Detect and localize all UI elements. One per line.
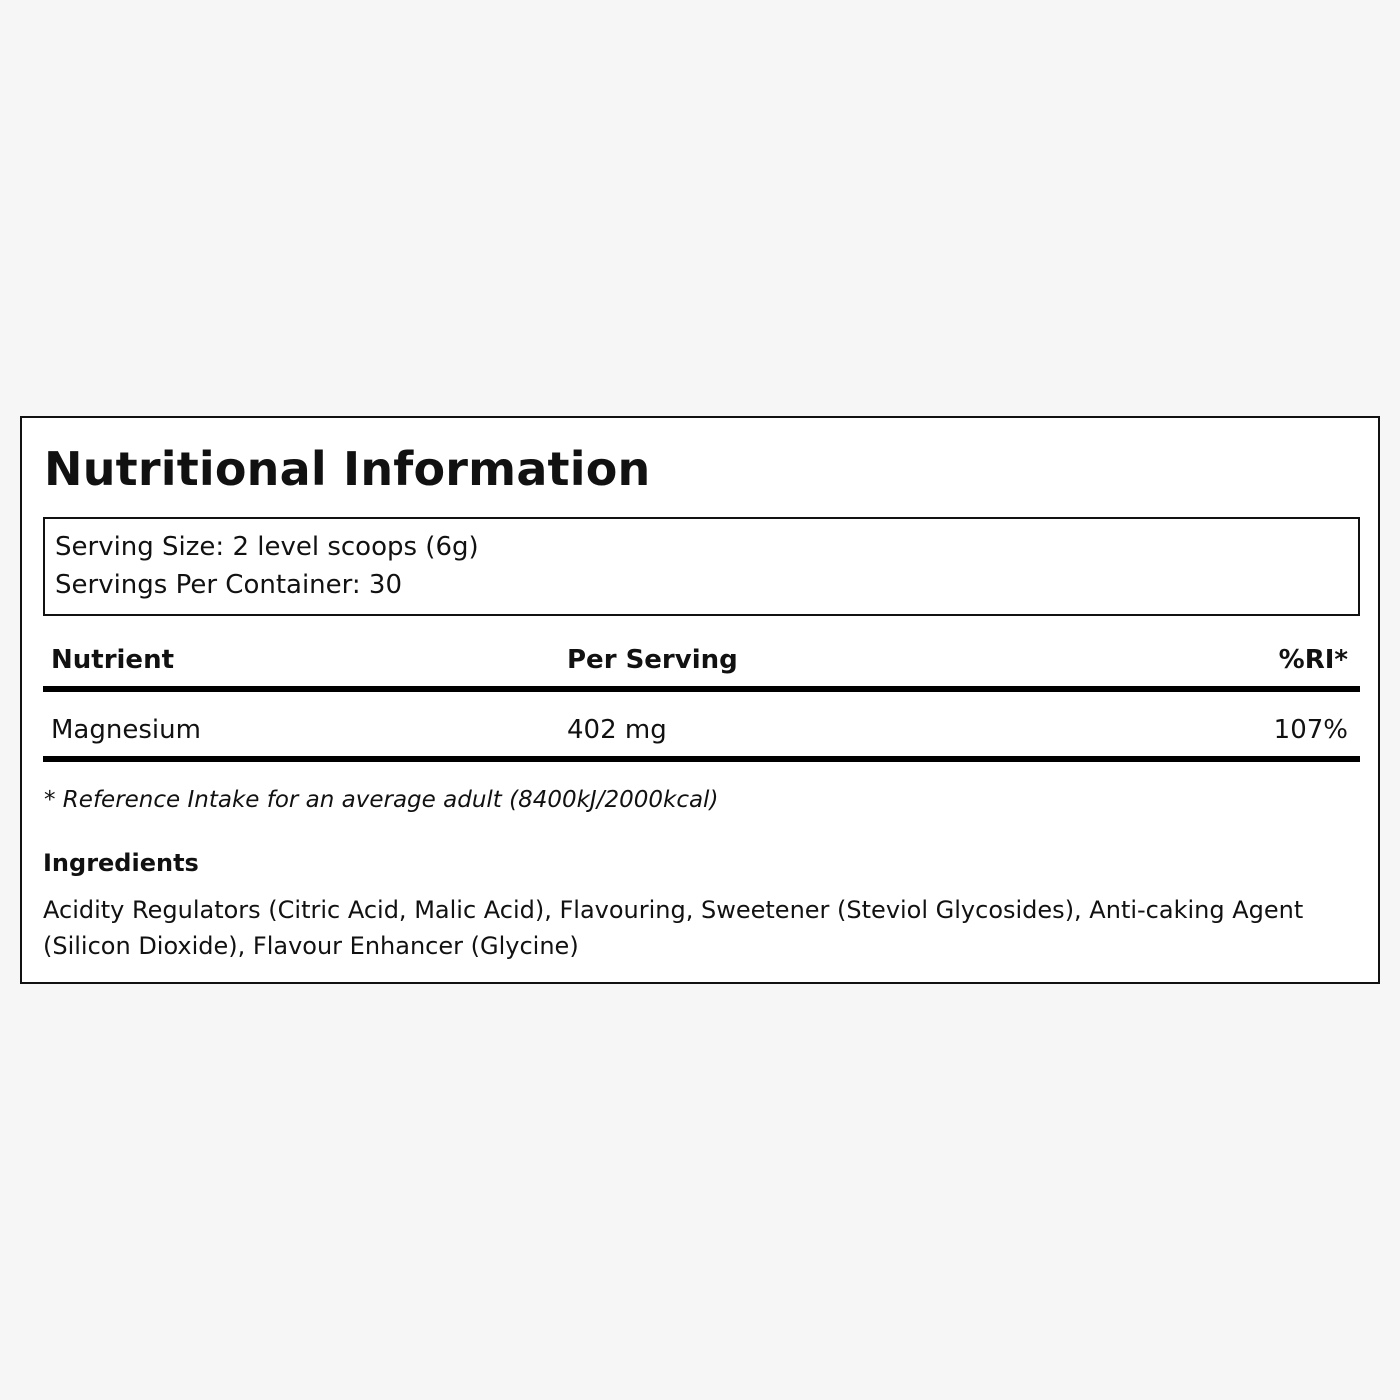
table-bottom-divider (43, 756, 1360, 762)
header-divider (43, 686, 1360, 692)
nutrient-name: Magnesium (51, 715, 201, 745)
servings-per-container: Servings Per Container: 30 (55, 570, 403, 600)
header-nutrient: Nutrient (51, 645, 175, 675)
reference-intake-footnote: * Reference Intake for an average adult (8400kJ/2000kcal) (44, 787, 719, 813)
nutrition-label-panel (20, 416, 1380, 984)
header-per-serving: Per Serving (567, 645, 738, 675)
serving-info-box (43, 517, 1360, 616)
ingredients-text: Acidity Regulators (Citric Acid, Malic Acid), Flavouring, Sweetener (Steviol Glycosides), Anti-caking Agent (Silicon Dioxide), Flavour Enhancer (Glycine) (43, 896, 1304, 960)
ingredients-heading: Ingredients (43, 849, 199, 877)
label-title: Nutritional Information (44, 442, 651, 496)
nutrient-amount: 402 mg (567, 715, 667, 745)
header-ri: %RI* (1278, 645, 1348, 675)
serving-size: Serving Size: 2 level scoops (6g) (55, 532, 479, 562)
nutrient-ri: 107% (1273, 715, 1348, 745)
